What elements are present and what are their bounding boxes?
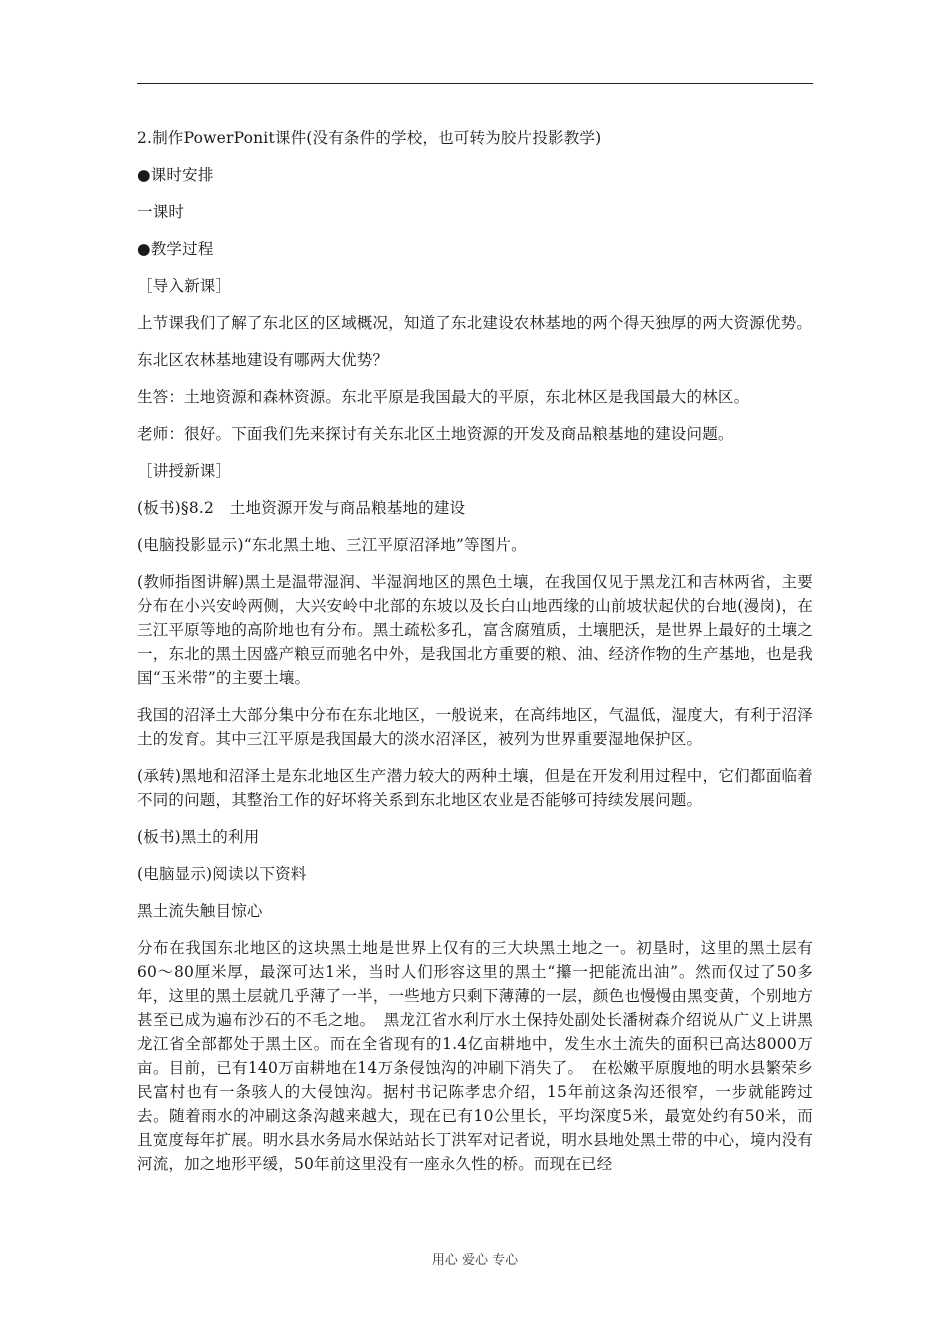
paragraph: 我国的沼泽土大部分集中分布在东北地区，一般说来，在高纬地区，气温低，湿度大，有利于沼泽土的发育。其中三江平原是我国最大的淡水沼泽区，被列为世界重要湿地保护区。: [137, 706, 813, 748]
paragraph: 上节课我们了解了东北区的区域概况，知道了东北建设农林基地的两个得天独厚的两大资源优势。: [137, 314, 813, 332]
paragraph: 黑土流失触目惊心: [137, 902, 263, 920]
paragraph: 东北区农林基地建设有哪两大优势？: [137, 351, 389, 369]
paragraph: 老师：很好。下面我们先来探讨有关东北区土地资源的开发及商品粮基地的建设问题。: [137, 425, 734, 443]
paragraph: 一课时: [137, 203, 185, 221]
paragraph: (电脑投影显示)“东北黑土地、三江平原沼泽地”等图片。: [137, 536, 527, 554]
paragraph: 分布在我国东北地区的这块黑土地是世界上仅有的三大块黑土地之一。初垦时，这里的黑土层有60～80厘米厚，最深可达1米，当时人们形容这里的黑土“攥一把能流出油”。然而仅过了50多年，这里的黑土层就几乎薄了一半，一些地方只剩下薄薄的一层，颜色也慢慢由黑变黄，个别地方甚至已成为遍布沙石的不毛之地。 黑龙江省水利厅水土保持处副处长潘树森介绍说从广义上讲黑龙江省全部都处于黑土区。而在全省现有的1.4亿亩耕地中，发生水土流失的面积已高达8000万亩。目前，已有140万亩耕地在14万条侵蚀沟的冲刷下消失了。 在松嫩平原腹地的明水县繁荣乡民富村也有一条骇人的大侵蚀沟。据村书记陈孝忠介绍，15年前这条沟还很窄，一步就能跨过去。随着雨水的冲刷这条沟越来越大，现在已有10公里长，平均深度5米，最宽处约有50米，而且宽度每年扩展。明水县水务局水保站站长丁洪军对记者说，明水县地处黑土带的中心，境内没有河流，加之地形平缓，50年前这里没有一座永久性的桥。而现在已经: [137, 939, 813, 1173]
paragraph: (承转)黑地和沼泽土是东北地区生产潜力较大的两种土壤，但是在开发利用过程中，它们都面临着不同的问题，其整治工作的好坏将关系到东北地区农业是否能够可持续发展问题。: [137, 767, 813, 809]
paragraph: 生答：土地资源和森林资源。东北平原是我国最大的平原，东北林区是我国最大的林区。: [137, 388, 750, 406]
paragraph: (电脑显示)阅读以下资料: [137, 865, 307, 883]
paragraph: ●教学过程: [137, 240, 214, 258]
header-rule: [137, 83, 813, 84]
paragraph: ［导入新课］: [137, 277, 232, 295]
paragraph: ［讲授新课］: [137, 462, 232, 480]
paragraph: 2.制作PowerPonit课件(没有条件的学校，也可转为胶片投影教学): [137, 129, 602, 147]
page-footer: 用心 爱心 专心: [431, 1253, 519, 1268]
paragraph: ●课时安排: [137, 166, 214, 184]
paragraph: (板书)黑土的利用: [137, 828, 260, 846]
document-body: [137, 126, 813, 1189]
paragraph: (教师指图讲解)黑土是温带湿润、半湿润地区的黑色土壤，在我国仅见于黑龙江和吉林两省，主要分布在小兴安岭两侧，大兴安岭中北部的东坡以及长白山地西缘的山前坡状起伏的台地(漫岗)，在三江平原等地的高阶地也有分布。黑土疏松多孔，富含腐殖质，土壤肥沃，是世界上最好的土壤之一，东北的黑土因盛产粮豆而驰名中外，是我国北方重要的粮、油、经济作物的生产基地，也是我国“玉米带”的主要土壤。: [137, 573, 813, 687]
paragraph: (板书)§8.2 土地资源开发与商品粮基地的建设: [137, 499, 466, 517]
